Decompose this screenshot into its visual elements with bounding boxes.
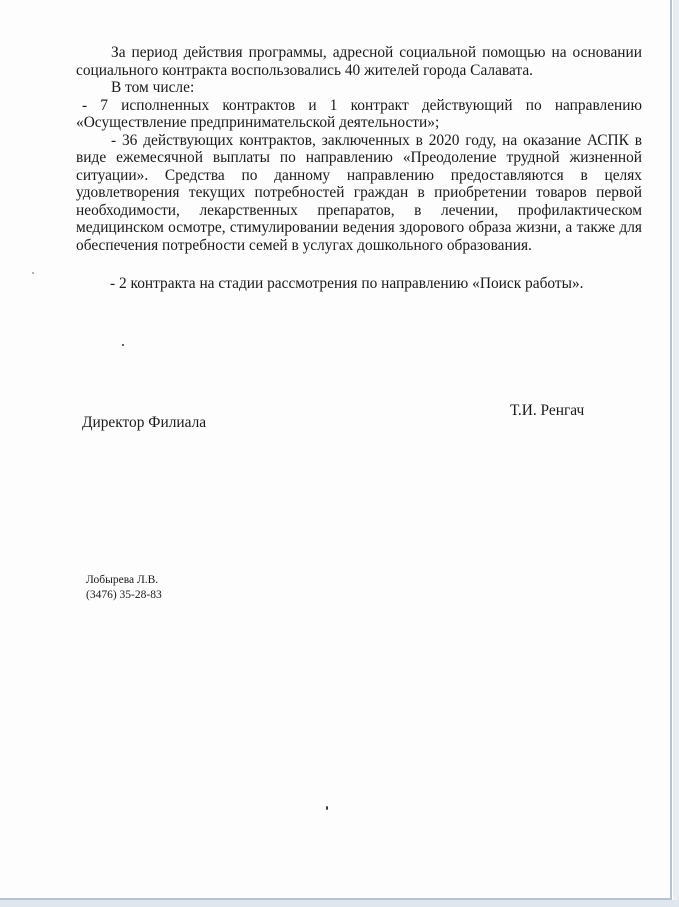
signer-name: Т.И. Ренгач: [510, 402, 585, 419]
executor-phone: (3476) 35-28-83: [86, 589, 162, 601]
document-body: [76, 44, 642, 254]
paragraph-item-hardship: - 36 действующих контрактов, заключенных в 2020 году, на оказание АСПК в виде ежемесячной выплаты по направлению «Преодоление трудной жизненной ситуации». Средства по данному направлению предоставляются в целях удовлетворения текущих потребностей граждан в приобретении товаров первой необходимости, лекарственных препаратов, в лечении, профилактическом медицинском осмотре, стимулировании ведения здорового образа жизни, а также для обеспечения потребности семей в услугах дошкольного образования.: [76, 131, 642, 254]
scan-speck: [32, 272, 34, 274]
frame-edge-right: [673, 0, 679, 907]
paragraph-including: В том числе:: [111, 79, 195, 96]
scan-speck: [122, 344, 124, 346]
paragraph-item-entrepreneurship: - 7 исполненных контрактов и 1 контракт действующий по направлению «Осуществление предпринимательской деятельности»;: [76, 96, 642, 131]
paragraph-item-job-search: - 2 контракта на стадии рассмотрения по направлению «Поиск работы».: [110, 275, 584, 292]
frame-edge-bottom: [0, 900, 679, 907]
signer-title: Директор Филиала: [82, 414, 207, 431]
executor-block: [86, 573, 162, 603]
paragraph-summary: За период действия программы, адресной социальной помощью на основании социального контракта воспользовались 40 жителей города Салавата.: [76, 44, 642, 79]
executor-name: Лобырева Л.В.: [86, 574, 159, 586]
scan-speck: [326, 806, 328, 810]
